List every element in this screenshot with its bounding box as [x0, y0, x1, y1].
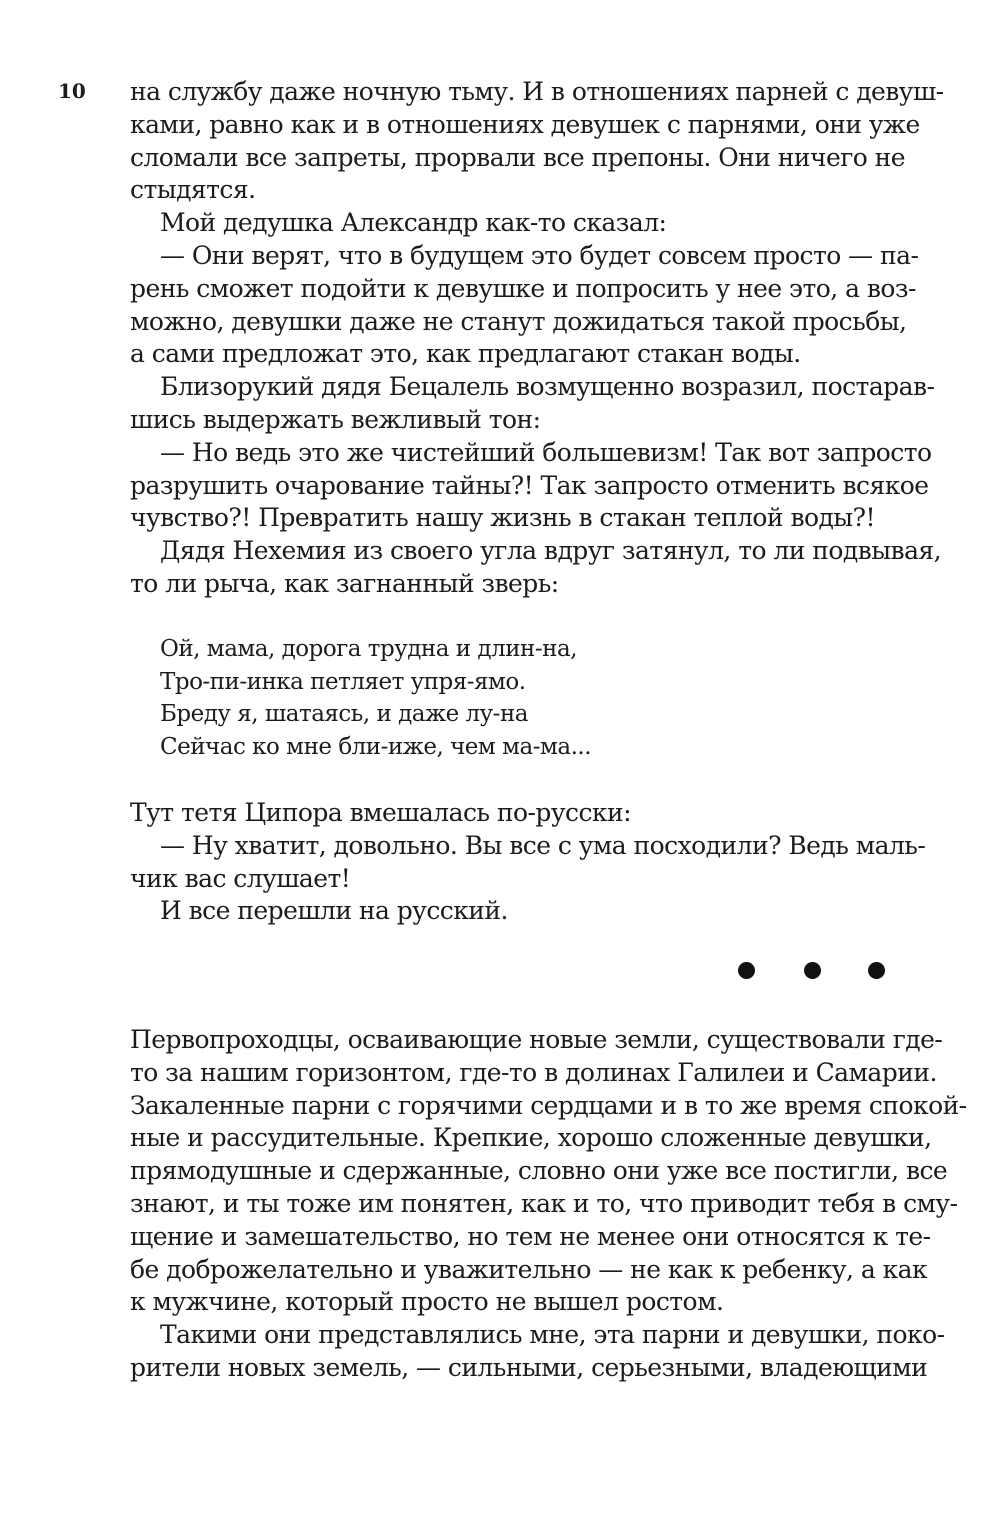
poem-line: Сейчас ко мне бли-иже, чем ма-ма... — [160, 733, 592, 760]
text-line: сломали все запреты, прорвали все препоны. Они ничего не — [130, 142, 906, 172]
text-line: бе доброжелательно и уважительно — не как к ребенку, а как — [130, 1254, 928, 1284]
text-line: Первопроходцы, осваивающие новые земли, существовали где- — [130, 1025, 943, 1054]
text-line: — Но ведь это же чистейший большевизм! Так вот запросто — [160, 437, 932, 467]
text-line: можно, девушки даже не станут дожидаться такой просьбы, — [130, 306, 907, 336]
text-line: Близорукий дядя Бецалель возмущенно возразил, постарав- — [160, 372, 935, 402]
text-line: стыдятся. — [130, 175, 256, 205]
text-line: прямодушные и сдержанные, словно они уже все постигли, все — [130, 1156, 948, 1186]
text-line: ками, равно как и в отношениях девушек с парнями, они уже — [130, 109, 920, 139]
text-line: разрушить очарование тайны?! Так запросто отменить всякое — [130, 470, 929, 500]
poem-line: Тро-пи-инка петляет упря-ямо. — [160, 668, 526, 695]
poem-verse — [160, 633, 760, 763]
poem-line: Бреду я, шатаясь, и даже лу-на — [160, 701, 528, 727]
text-line: И все перешли на русский. — [160, 896, 508, 926]
text-line: то ли рыча, как загнанный зверь: — [130, 568, 559, 598]
text-line: шись выдержать вежливый тон: — [130, 404, 541, 434]
text-line: — Ну хватит, довольно. Вы все с ума посходили? Ведь маль- — [160, 830, 926, 860]
text-line: то за нашим горизонтом, где-то в долинах Галилеи и Самарии. — [130, 1057, 937, 1087]
text-line: чик вас слушает! — [130, 863, 351, 893]
section-separator — [738, 962, 888, 986]
text-line: чувство?! Превратить нашу жизнь в стакан теплой воды?! — [130, 503, 876, 533]
text-block-1 — [130, 76, 944, 601]
text-line: знают, и ты тоже им понятен, как и то, что приводит тебя в сму- — [130, 1188, 958, 1218]
text-line: рители новых земель, — сильными, серьезными, владеющими — [130, 1352, 928, 1382]
text-line: а сами предложат это, как предлагают стакан воды. — [130, 339, 801, 369]
text-line: ные и рассудительные. Крепкие, хорошо сложенные девушки, — [130, 1123, 932, 1153]
text-line: — Они верят, что в будущем это будет совсем просто — па- — [160, 240, 919, 270]
text-line: Мой дедушка Александр как-то сказал: — [160, 208, 667, 238]
poem-line: Ой, мама, дорога трудна и длин-на, — [160, 636, 577, 662]
text-line: щение и замешательство, но тем не менее они относятся к те- — [130, 1221, 931, 1251]
text-line: Тут тетя Ципора вмешалась по-русски: — [130, 798, 631, 827]
text-block-2 — [130, 797, 926, 928]
text-line: рень сможет подойти к девушке и попросить у нее это, а воз- — [130, 273, 916, 303]
text-block-3 — [130, 1024, 967, 1385]
separator-dot-icon — [738, 962, 755, 979]
text-line: на службу даже ночную тьму. И в отношениях парней с девуш- — [130, 77, 944, 106]
text-line: Дядя Нехемия из своего угла вдруг затянул, то ли подвывая, — [160, 536, 942, 566]
page-number: 10 — [58, 79, 86, 103]
separator-dot-icon — [804, 962, 821, 979]
text-line: к мужчине, который просто не вышел ростом. — [130, 1287, 724, 1317]
text-line: Закаленные парни с горячими сердцами и в то же время спокой- — [130, 1090, 967, 1120]
separator-dot-icon — [868, 962, 885, 979]
text-line: Такими они представлялись мне, эта парни и девушки, поко- — [160, 1320, 945, 1350]
